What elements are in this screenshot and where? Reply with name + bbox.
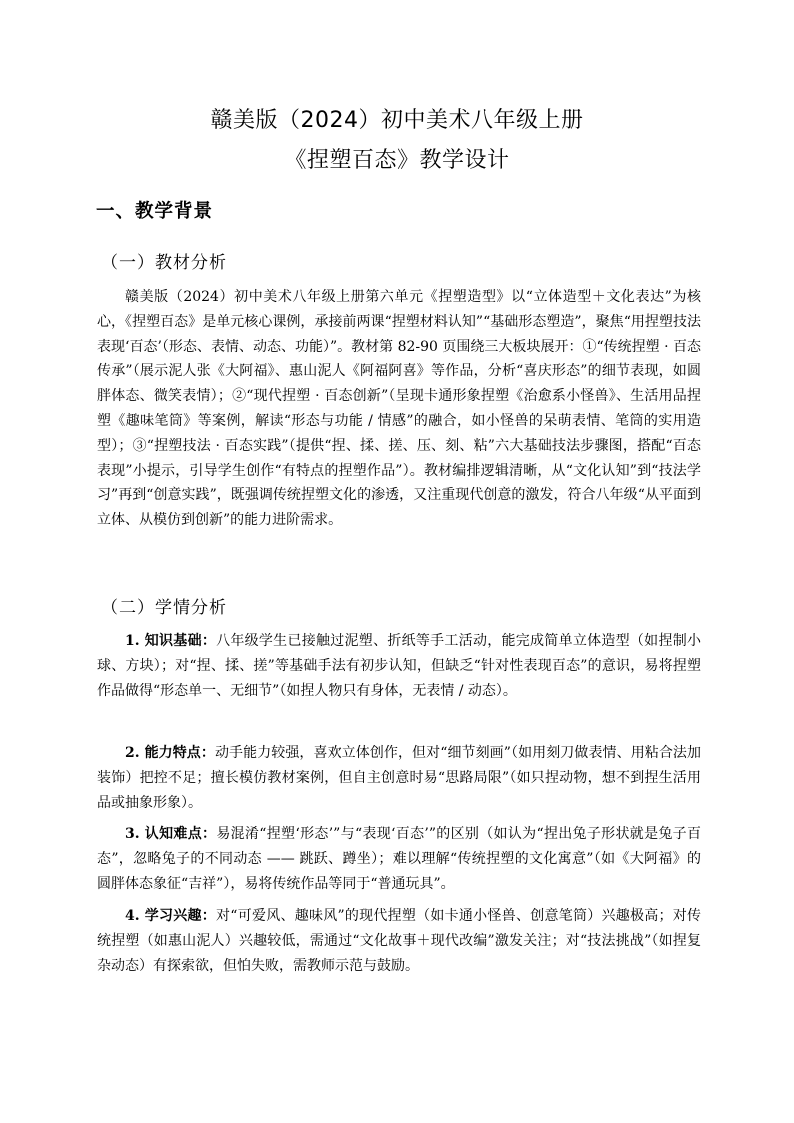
document-title-line-1: 赣美版（2024）初中美术八年级上册 <box>210 108 584 133</box>
section-heading-background: 一、教学背景 <box>96 201 214 222</box>
item-lead-label: 3. 认知难点： <box>125 826 217 842</box>
student-analysis-item <box>97 629 701 703</box>
subsection-heading-textbook-analysis: （一）教材分析 <box>101 253 227 273</box>
document-title-line-2: 《捏塑百态》教学设计 <box>284 148 510 173</box>
item-lead-label: 1. 知识基础： <box>125 633 217 649</box>
student-analysis-item <box>97 741 701 815</box>
item-text: 八年级学生已接触过泥塑、折纸等手工活动，能完成简单立体造型（如捏制小球、方块）；对“捏、揉、搓”等基础手法有初步认知，但缺乏“针对性表现百态”的意识，易将捏塑作品做得“形态单一、无细节”（如捏人物只有身体，无表情 / 动态）。 <box>97 633 701 699</box>
item-lead-label: 2. 能力特点： <box>125 745 215 761</box>
student-analysis-item <box>97 822 701 896</box>
item-text: 易混淆“捏塑‘形态’”与“表现‘百态’”的区别（如认为“捏出兔子形状就是兔子百态”，忽略兔子的不同动态 —— 跳跃、蹲坐）；难以理解“传统捏塑的文化寓意”（如《大阿福》的圆胖体态象征“吉祥”），易将传统作品等同于“普通玩具”。 <box>97 826 701 892</box>
subsection-heading-student-analysis: （二）学情分析 <box>101 598 227 618</box>
textbook-analysis-paragraph: 赣美版（2024）初中美术八年级上册第六单元《捏塑造型》以“立体造型＋文化表达”为核心，《捏塑百态》是单元核心课例，承接前两课“捏塑材料认知”“基础形态塑造”，聚焦“用捏塑技法表现‘百态’（形态、表情、动态、功能）”。教材第 82-90 页围绕三大板块展开：①“传统捏塑 · 百态传承”（展示泥人张《大阿福》、惠山泥人《阿福阿喜》等作品，分析“喜庆形态”的细节表现，如圆胖体态、微笑表情）；②“现代捏塑 · 百态创新”（呈现卡通形象捏塑《治愈系小怪兽》、生活用品捏塑《趣味笔筒》等案例，解读“形态与功能 / 情感”的融合，如小怪兽的呆萌表情、笔筒的实用造型）；③“捏塑技法 · 百态实践”（提供“捏、揉、搓、压、刻、粘”六大基础技法步骤图，搭配“百态表现”小提示，引导学生创作“有特点的捏塑作品”）。教材编排逻辑清晰，从“文化认知”到“技法学习”再到“创意实践”，既强调传统捏塑文化的渗透，又注重现代创意的激发，符合八年级“从平面到立体、从模仿到创新”的能力进阶需求。 <box>97 289 701 529</box>
item-lead-label: 4. 学习兴趣： <box>125 908 217 924</box>
item-text: 动手能力较强，喜欢立体创作，但对“细节刻画”（如用刻刀做表情、用粘合法加装饰）把控不足；擅长模仿教材案例，但自主创意时易“思路局限”（如只捏动物，想不到捏生活用品或抽象形象）。 <box>97 745 702 811</box>
student-analysis-item <box>97 904 701 978</box>
item-text: 对“可爱风、趣味风”的现代捏塑（如卡通小怪兽、创意笔筒）兴趣极高；对传统捏塑（如惠山泥人）兴趣较低，需通过“文化故事＋现代改编”激发关注；对“技法挑战”（如捏复杂动态）有探索欲，但怕失败，需教师示范与鼓励。 <box>97 908 702 974</box>
